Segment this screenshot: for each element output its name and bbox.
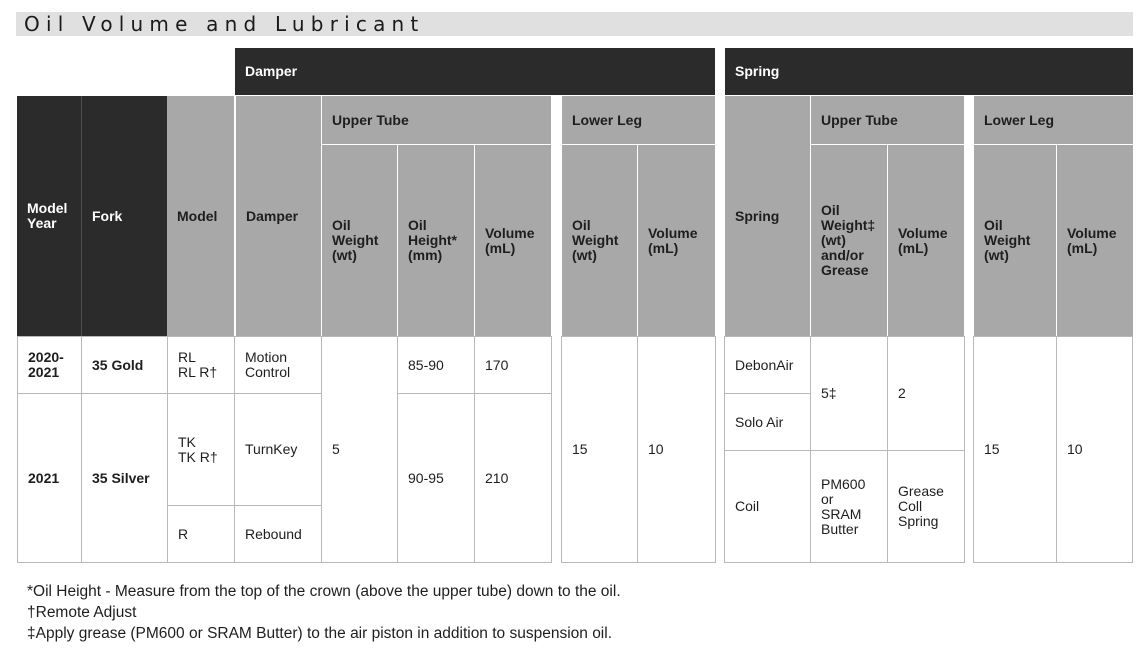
cell-damper-oil-weight: 5 — [321, 336, 398, 563]
cell-spring-coil: Coil — [724, 450, 811, 563]
cell-year-row2: 2021 — [17, 393, 82, 563]
header-damper-upper-tube: Upper Tube — [322, 96, 551, 144]
footnote-oil-height: *Oil Height - Measure from the top of the crown (above the upper tube) down to the oil. — [27, 583, 621, 600]
header-spring-oil-weight: Oil Weight‡ (wt) and/or Grease — [811, 145, 887, 336]
cell-spring-solo-air: Solo Air — [724, 393, 811, 451]
cell-spring-lower-volume: 10 — [1056, 336, 1133, 563]
header-spring-volume: Volume (mL) — [888, 145, 964, 336]
header-damper-oil-weight: Oil Weight (wt) — [322, 145, 397, 336]
title-bar — [16, 12, 1133, 36]
header-spring: Spring — [725, 96, 810, 336]
header-damper: Damper — [235, 96, 321, 336]
header-spring-lower-volume: Volume (mL) — [1057, 145, 1133, 336]
header-spring-lower-oil-weight: Oil Weight (wt) — [974, 145, 1056, 336]
cell-model-row1: RL RL R† — [167, 336, 235, 394]
group-header-spring: Spring — [725, 48, 1133, 95]
cell-damper-lower-volume: 10 — [637, 336, 716, 563]
header-damper-lower-leg: Lower Leg — [562, 96, 715, 144]
page-title: Oil Volume and Lubricant — [24, 12, 425, 36]
cell-damper-lower-oil-weight: 15 — [561, 336, 638, 563]
cell-model-row2b: R — [167, 505, 235, 563]
cell-damper-row2a: TurnKey — [234, 393, 322, 506]
header-model-year: Model Year — [17, 96, 81, 336]
cell-year-row1: 2020- 2021 — [17, 336, 82, 394]
cell-spring-debonair: DebonAir — [724, 336, 811, 394]
header-damper-lower-volume: Volume (mL) — [638, 145, 715, 336]
header-damper-oil-height: Oil Height* (mm) — [398, 145, 474, 336]
cell-volume-row1: 170 — [474, 336, 552, 394]
cell-spring-air-oil-weight: 5‡ — [810, 336, 888, 451]
cell-damper-row1: Motion Control — [234, 336, 322, 394]
header-fork: Fork — [81, 96, 167, 336]
cell-oil-height-row2: 90-95 — [397, 393, 475, 563]
cell-spring-air-volume: 2 — [887, 336, 965, 451]
footnote-remote-adjust: †Remote Adjust — [27, 604, 137, 621]
cell-spring-lower-oil-weight: 15 — [973, 336, 1057, 563]
cell-fork-row1: 35 Gold — [81, 336, 168, 394]
header-spring-lower-leg: Lower Leg — [974, 96, 1133, 144]
cell-oil-height-row1: 85-90 — [397, 336, 475, 394]
cell-damper-row2b: Rebound — [234, 505, 322, 563]
cell-model-row2a: TK TK R† — [167, 393, 235, 506]
header-damper-lower-oil-weight: Oil Weight (wt) — [562, 145, 637, 336]
cell-spring-coil-lubricant: PM600 or SRAM Butter — [810, 450, 888, 563]
header-model: Model — [167, 96, 234, 336]
header-spring-upper-tube: Upper Tube — [811, 96, 964, 144]
cell-fork-row2: 35 Silver — [81, 393, 168, 563]
cell-spring-coil-volume: Grease Coll Spring — [887, 450, 965, 563]
footnotes — [27, 581, 621, 644]
header-damper-volume: Volume (mL) — [475, 145, 551, 336]
cell-volume-row2: 210 — [474, 393, 552, 563]
footnote-grease: ‡Apply grease (PM600 or SRAM Butter) to the air piston in addition to suspension oil. — [27, 625, 613, 642]
group-header-damper: Damper — [235, 48, 715, 95]
